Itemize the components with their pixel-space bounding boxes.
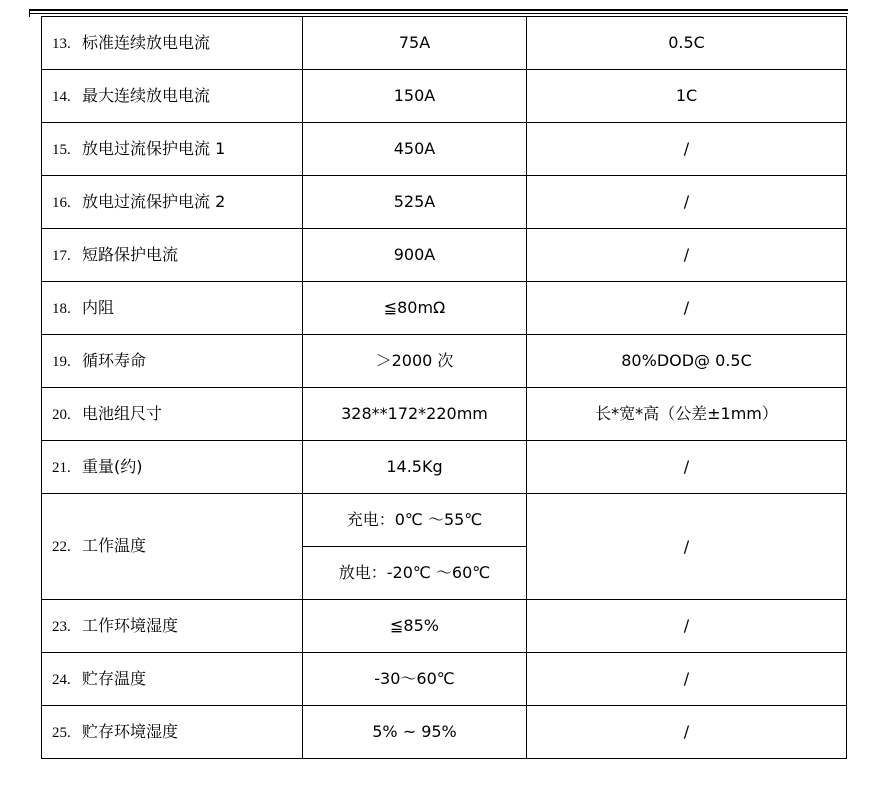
note-cell: / <box>527 494 847 600</box>
value-cell: 328**172*220mm <box>303 388 527 441</box>
table-row <box>42 229 847 282</box>
note-cell: 1C <box>527 70 847 123</box>
header-rule-thick <box>30 9 848 11</box>
note-cell: / <box>527 229 847 282</box>
value-cell: ≦85% <box>303 600 527 653</box>
param-cell <box>42 176 303 229</box>
param-cell <box>42 123 303 176</box>
row-number: 17. <box>52 247 71 264</box>
param-cell <box>42 335 303 388</box>
spec-table <box>41 16 847 759</box>
header-rule-tick <box>29 9 30 17</box>
param-name: 重量(约) <box>82 456 143 476</box>
row-number: 18. <box>52 300 71 317</box>
param-name: 工作温度 <box>82 536 147 555</box>
note-cell: 80%DOD@ 0.5C <box>527 335 847 388</box>
param-cell <box>42 17 303 70</box>
table-row <box>42 600 847 653</box>
value-cell-discharge: 放电：-20℃ ～60℃ <box>303 547 527 600</box>
param-name: 放电过流保护电流 1 <box>82 138 226 158</box>
value-cell: 525A <box>303 176 527 229</box>
table-row <box>42 17 847 70</box>
param-cell <box>42 600 303 653</box>
note-cell: / <box>527 123 847 176</box>
value-cell: 75A <box>303 17 527 70</box>
note-cell: 长*宽*高（公差±1mm） <box>527 388 847 441</box>
row-number: 23. <box>52 618 71 635</box>
value-cell: 150A <box>303 70 527 123</box>
row-number: 25. <box>52 724 71 741</box>
note-cell: / <box>527 653 847 706</box>
param-name: 放电过流保护电流 2 <box>82 191 226 211</box>
param-name: 循环寿命 <box>82 350 147 370</box>
row-number: 14. <box>52 88 71 105</box>
value-cell: 14.5Kg <box>303 441 527 494</box>
param-name: 贮存环境湿度 <box>82 721 179 741</box>
value-cell: -30～60℃ <box>303 653 527 706</box>
table-row <box>42 70 847 123</box>
note-cell: / <box>527 282 847 335</box>
table-row <box>42 653 847 706</box>
table-row <box>42 388 847 441</box>
table-row <box>42 176 847 229</box>
param-cell <box>42 282 303 335</box>
param-cell <box>42 229 303 282</box>
value-cell: ≦80mΩ <box>303 282 527 335</box>
header-rule-thin <box>30 13 848 14</box>
row-number: 22. <box>52 539 71 555</box>
row-number: 13. <box>52 35 71 52</box>
value-cell: ＞2000 次 <box>303 335 527 388</box>
param-name: 最大连续放电电流 <box>82 85 211 105</box>
note-cell: 0.5C <box>527 17 847 70</box>
table-row <box>42 282 847 335</box>
table-row <box>42 706 847 759</box>
param-cell <box>42 706 303 759</box>
param-name: 电池组尺寸 <box>82 403 163 423</box>
param-name: 标准连续放电电流 <box>82 32 211 52</box>
note-cell: / <box>527 600 847 653</box>
param-cell <box>42 653 303 706</box>
param-name: 贮存温度 <box>82 668 147 688</box>
value-cell: 900A <box>303 229 527 282</box>
value-cell-charge: 充电：0℃ ～55℃ <box>303 494 527 547</box>
row-number: 16. <box>52 194 71 211</box>
param-name: 工作环境湿度 <box>82 615 179 635</box>
param-cell <box>42 70 303 123</box>
param-cell <box>42 494 303 600</box>
param-cell <box>42 388 303 441</box>
param-name: 短路保护电流 <box>82 244 179 264</box>
row-number: 24. <box>52 671 71 688</box>
table-row <box>42 123 847 176</box>
param-name: 内阻 <box>82 297 115 317</box>
row-number: 20. <box>52 406 71 423</box>
row-number: 15. <box>52 141 71 158</box>
table-row <box>42 494 847 547</box>
row-number: 21. <box>52 459 71 476</box>
row-number: 19. <box>52 353 71 370</box>
note-cell: / <box>527 176 847 229</box>
value-cell: 5% ~ 95% <box>303 706 527 759</box>
param-cell <box>42 441 303 494</box>
table-row <box>42 335 847 388</box>
table-row <box>42 441 847 494</box>
value-cell: 450A <box>303 123 527 176</box>
note-cell: / <box>527 706 847 759</box>
note-cell: / <box>527 441 847 494</box>
